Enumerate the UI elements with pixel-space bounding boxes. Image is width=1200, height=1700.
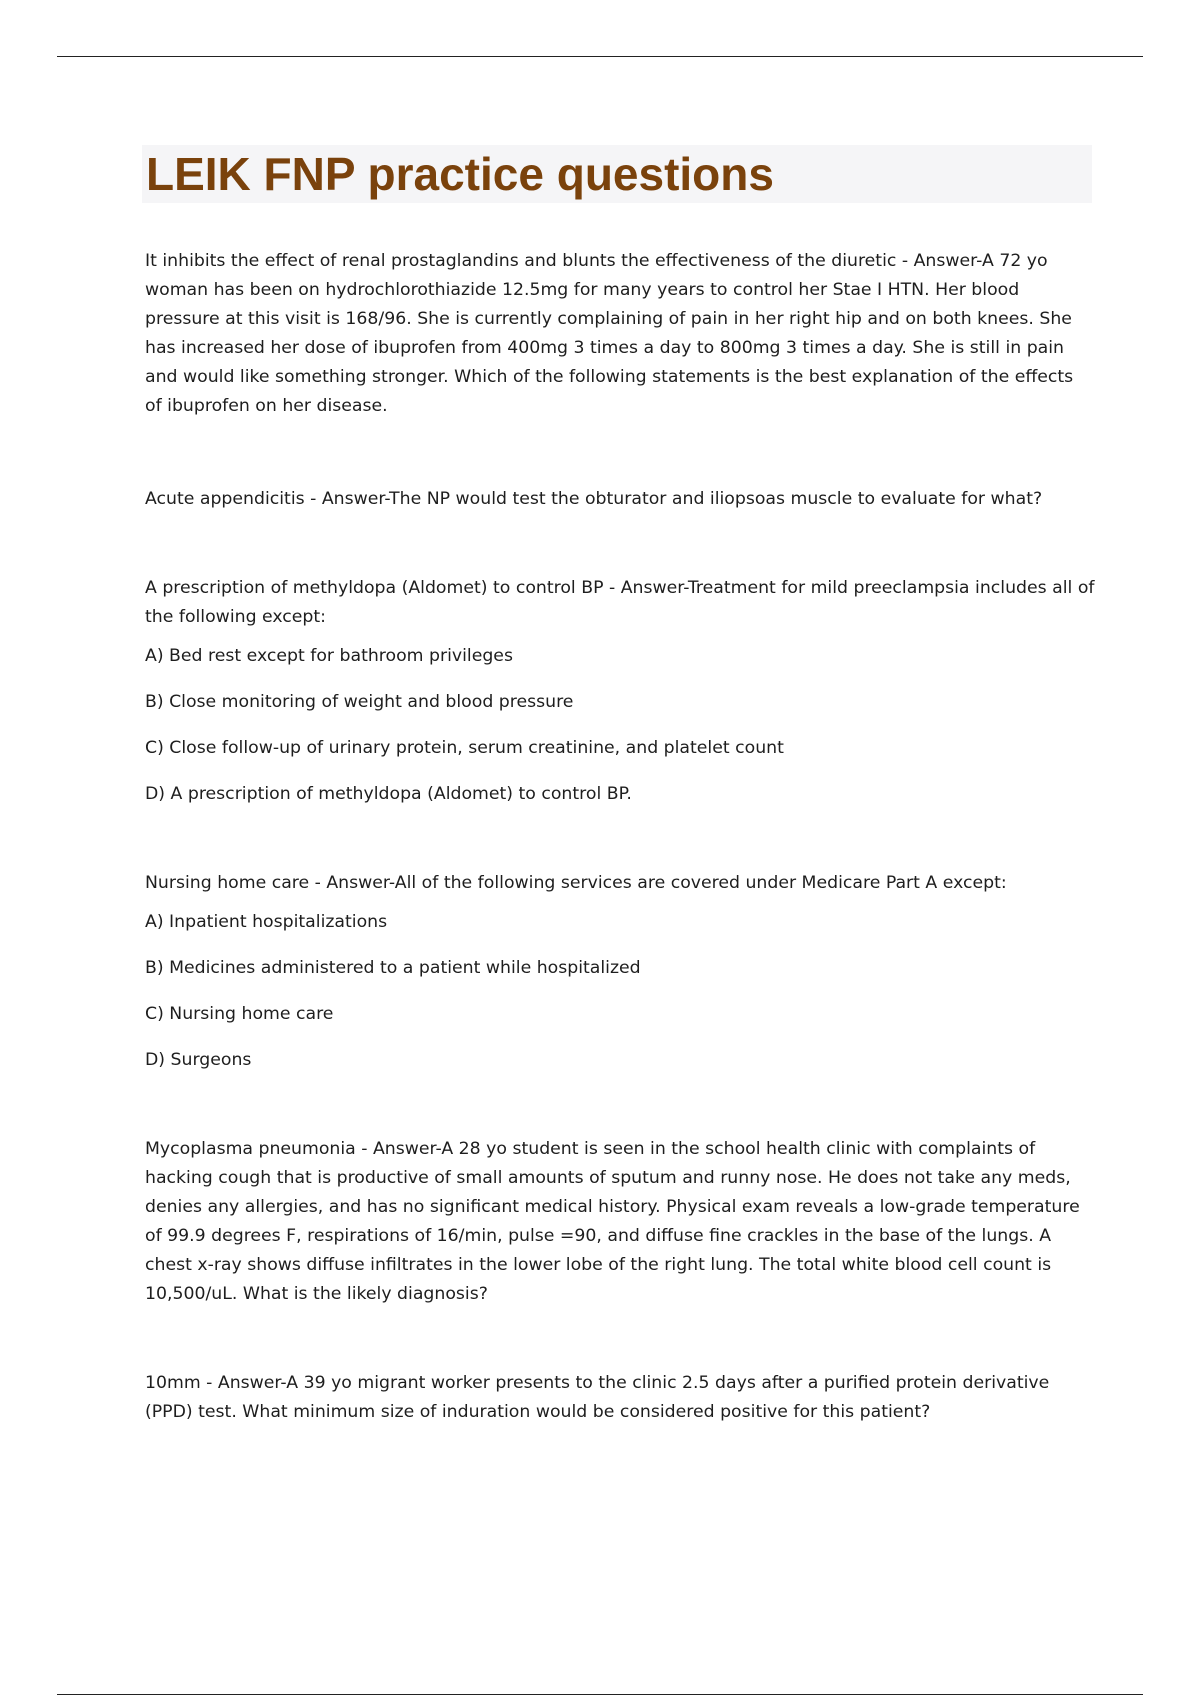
qa-item	[145, 574, 1095, 809]
qa-text: 10mm - Answer-A 39 yo migrant worker presents to the clinic 2.5 days after a purified protein derivative (PPD) test. What minimum size of induration would be considered positive for this patient?	[145, 1373, 1050, 1422]
qa-item	[145, 1135, 1095, 1309]
qa-text: It inhibits the effect of renal prostaglandins and blunts the effectiveness of the diuretic - Answer-A 72 yo woman has been on hydrochlorothiazide 12.5mg for many years to control her Stae I HTN. Her blood pressure at this visit is 168/96. She is currently complaining of pain in her right hip and on both knees. She has increased her dose of ibuprofen from 400mg 3 times a day to 800mg 3 times a day. She is still in pain and would like something stronger. Which of the following statements is the best explanation of the effects of ibuprofen on her disease.	[145, 251, 1074, 416]
qa-option: D) A prescription of methyldopa (Aldomet) to control BP.	[145, 784, 632, 804]
qa-text: Mycoplasma pneumonia - Answer-A 28 yo student is seen in the school health clinic with complaints of hacking cough that is productive of small amounts of sputum and runny nose. He does not take any meds, denies any allergies, and has no significant medical history. Physical exam reveals a low-grade temperature of 99.9 degrees F, respirations of 16/min, pulse =90, and diffuse fine crackles in the base of the lungs. A chest x-ray shows diffuse infiltrates in the lower lobe of the right lung. The total white blood cell count is 10,500/uL. What is the likely diagnosis?	[145, 1139, 1080, 1304]
qa-item	[145, 485, 1095, 514]
qa-text: A prescription of methyldopa (Aldomet) to control BP - Answer-Treatment for mild preeclampsia includes all of the following except:	[145, 578, 1095, 627]
qa-text: Nursing home care - Answer-All of the following services are covered under Medicare Part A except:	[145, 873, 1007, 893]
qa-item	[145, 247, 1095, 421]
qa-text: Acute appendicitis - Answer-The NP would test the obturator and iliopsoas muscle to evaluate for what?	[145, 489, 1043, 509]
header-rule	[57, 56, 1143, 57]
footer-rule	[57, 1694, 1143, 1695]
qa-option: B) Close monitoring of weight and blood pressure	[145, 692, 574, 712]
qa-option: D) Surgeons	[145, 1050, 252, 1070]
document-title: LEIK FNP practice questions	[146, 148, 774, 200]
qa-option: A) Inpatient hospitalizations	[145, 912, 388, 932]
qa-option: C) Nursing home care	[145, 1004, 334, 1024]
document-body	[145, 247, 1095, 1437]
qa-option: B) Medicines administered to a patient while hospitalized	[145, 958, 641, 978]
qa-option: C) Close follow-up of urinary protein, serum creatinine, and platelet count	[145, 738, 784, 758]
qa-item	[145, 869, 1095, 1075]
qa-option: A) Bed rest except for bathroom privileges	[145, 646, 513, 666]
qa-item	[145, 1369, 1095, 1427]
